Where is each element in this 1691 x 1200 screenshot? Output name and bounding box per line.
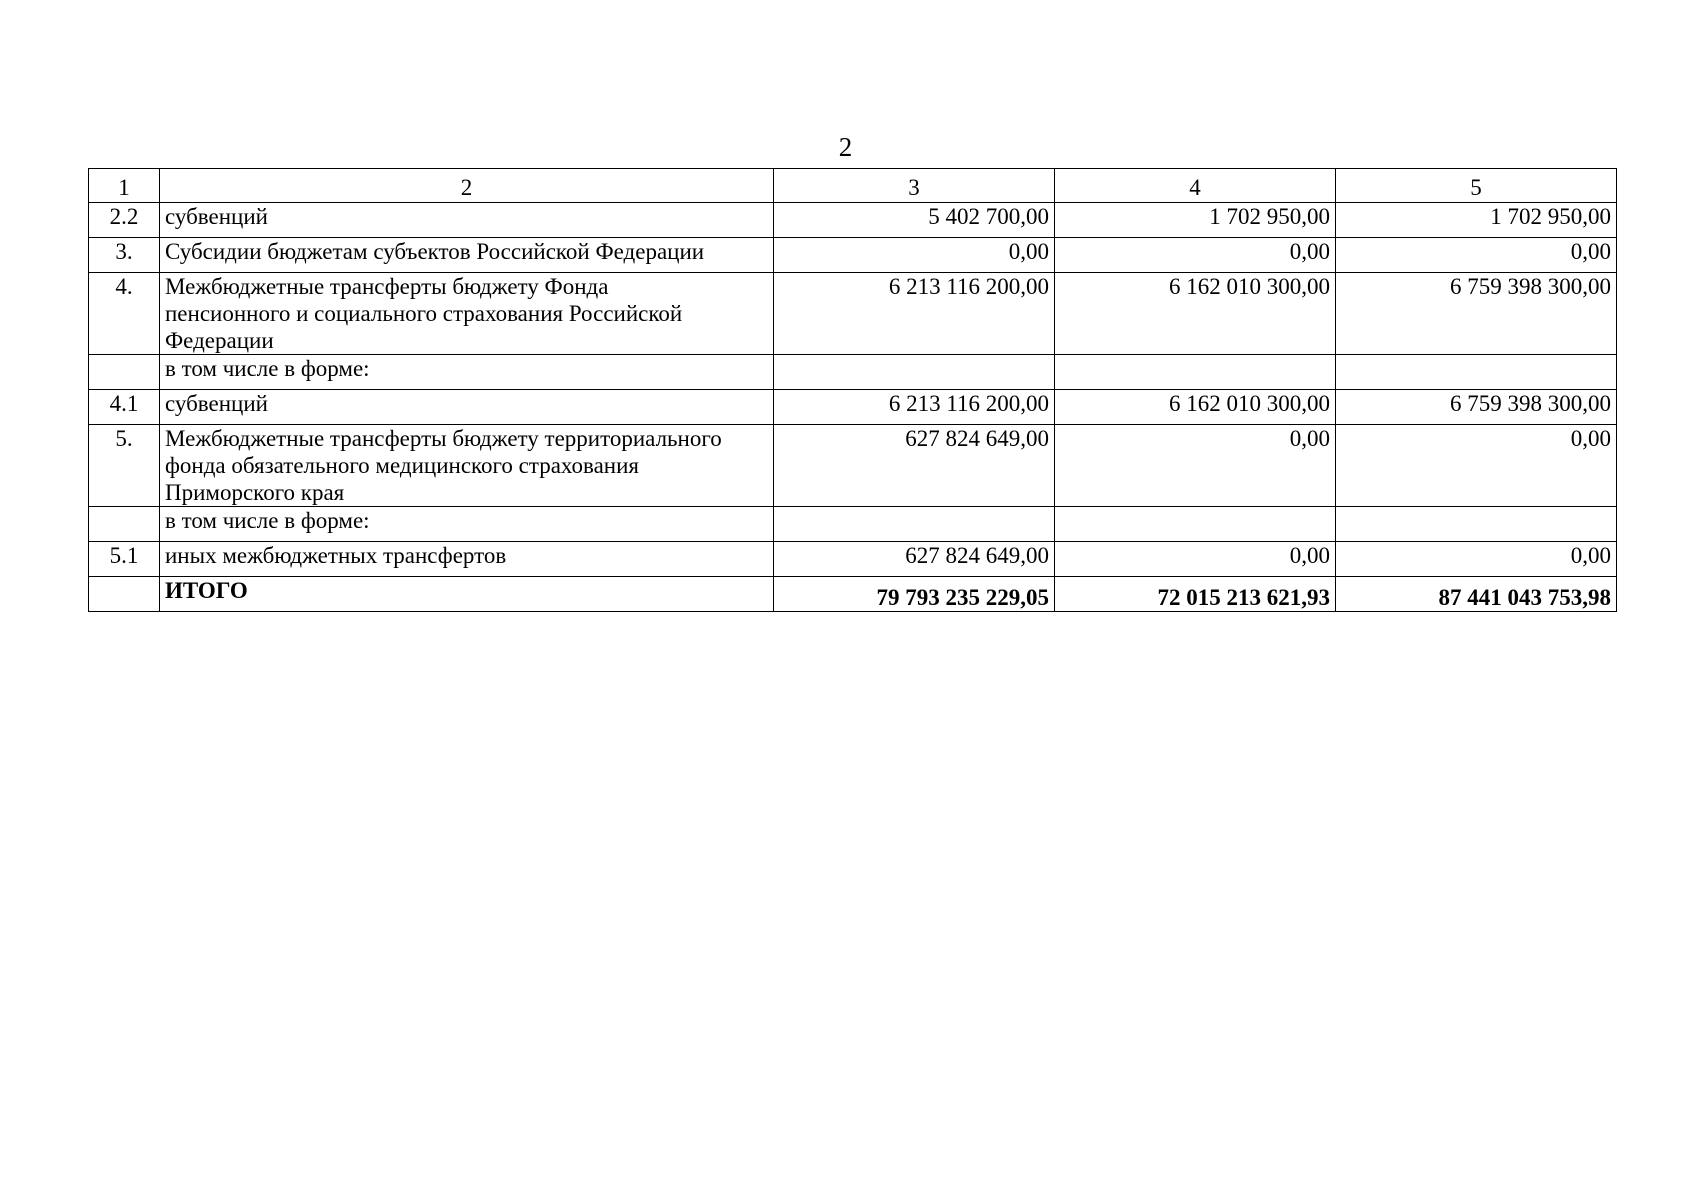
table-row	[89, 355, 1617, 390]
row-value-col3: 5 402 700,00	[774, 203, 1055, 238]
row-value-col5: 1 702 950,00	[1336, 203, 1617, 238]
row-value-col5	[1336, 355, 1617, 390]
row-number: 4.1	[89, 390, 160, 425]
row-number: 3.	[89, 238, 160, 273]
row-value-col5: 0,00	[1336, 238, 1617, 273]
row-number	[89, 507, 160, 542]
column-header-5: 5	[1336, 169, 1617, 203]
row-name-line: Федерации	[165, 328, 274, 353]
row-value-col4: 0,00	[1055, 542, 1336, 577]
row-name-line: Межбюджетные трансферты бюджету территориального	[165, 426, 722, 451]
row-value-col4	[1055, 355, 1336, 390]
column-header-3: 3	[774, 169, 1055, 203]
row-value-col5: 0,00	[1336, 542, 1617, 577]
total-value-col5: 87 441 043 753,98	[1336, 577, 1617, 612]
total-value-col4: 72 015 213 621,93	[1055, 577, 1336, 612]
row-value-col4: 1 702 950,00	[1055, 203, 1336, 238]
total-label: ИТОГО	[160, 577, 774, 612]
row-value-col3: 627 824 649,00	[774, 542, 1055, 577]
table-row	[89, 238, 1617, 273]
row-name: Субсидии бюджетам субъектов Российской Федерации	[160, 238, 774, 273]
table-row	[89, 507, 1617, 542]
total-value-col3: 79 793 235 229,05	[774, 577, 1055, 612]
row-name	[160, 425, 774, 507]
row-value-col3: 6 213 116 200,00	[774, 390, 1055, 425]
row-value-col4: 0,00	[1055, 238, 1336, 273]
row-value-col5: 0,00	[1336, 425, 1617, 507]
row-number	[89, 355, 160, 390]
column-header-1: 1	[89, 169, 160, 203]
row-value-col4: 6 162 010 300,00	[1055, 273, 1336, 355]
row-name: в том числе в форме:	[160, 355, 774, 390]
table-row	[89, 390, 1617, 425]
table-row	[89, 542, 1617, 577]
row-name: иных межбюджетных трансфертов	[160, 542, 774, 577]
table-header-row	[89, 169, 1617, 203]
row-name-line: пенсионного и социального страхования Российской	[165, 301, 683, 326]
row-name: субвенций	[160, 203, 774, 238]
row-number: 4.	[89, 273, 160, 355]
column-header-4: 4	[1055, 169, 1336, 203]
table-row	[89, 273, 1617, 355]
row-name: в том числе в форме:	[160, 507, 774, 542]
row-value-col3: 627 824 649,00	[774, 425, 1055, 507]
row-name: субвенций	[160, 390, 774, 425]
row-value-col5: 6 759 398 300,00	[1336, 273, 1617, 355]
total-number	[89, 577, 160, 612]
row-value-col3: 0,00	[774, 238, 1055, 273]
page-number: 2	[838, 132, 853, 162]
row-number: 5.	[89, 425, 160, 507]
row-number: 5.1	[89, 542, 160, 577]
row-value-col3	[774, 355, 1055, 390]
row-number: 2.2	[89, 203, 160, 238]
row-name-line: Межбюджетные трансферты бюджету Фонда	[165, 274, 609, 299]
row-name-line: Приморского края	[165, 480, 345, 505]
total-row	[89, 577, 1617, 612]
column-header-2: 2	[160, 169, 774, 203]
table-row	[89, 203, 1617, 238]
row-name-line: фонда обязательного медицинского страхования	[165, 453, 639, 478]
row-value-col5	[1336, 507, 1617, 542]
row-value-col5: 6 759 398 300,00	[1336, 390, 1617, 425]
budget-table	[88, 168, 1617, 612]
row-value-col4: 0,00	[1055, 425, 1336, 507]
table-row	[89, 425, 1617, 507]
row-value-col4: 6 162 010 300,00	[1055, 390, 1336, 425]
row-value-col3: 6 213 116 200,00	[774, 273, 1055, 355]
row-value-col4	[1055, 507, 1336, 542]
row-name	[160, 273, 774, 355]
row-value-col3	[774, 507, 1055, 542]
